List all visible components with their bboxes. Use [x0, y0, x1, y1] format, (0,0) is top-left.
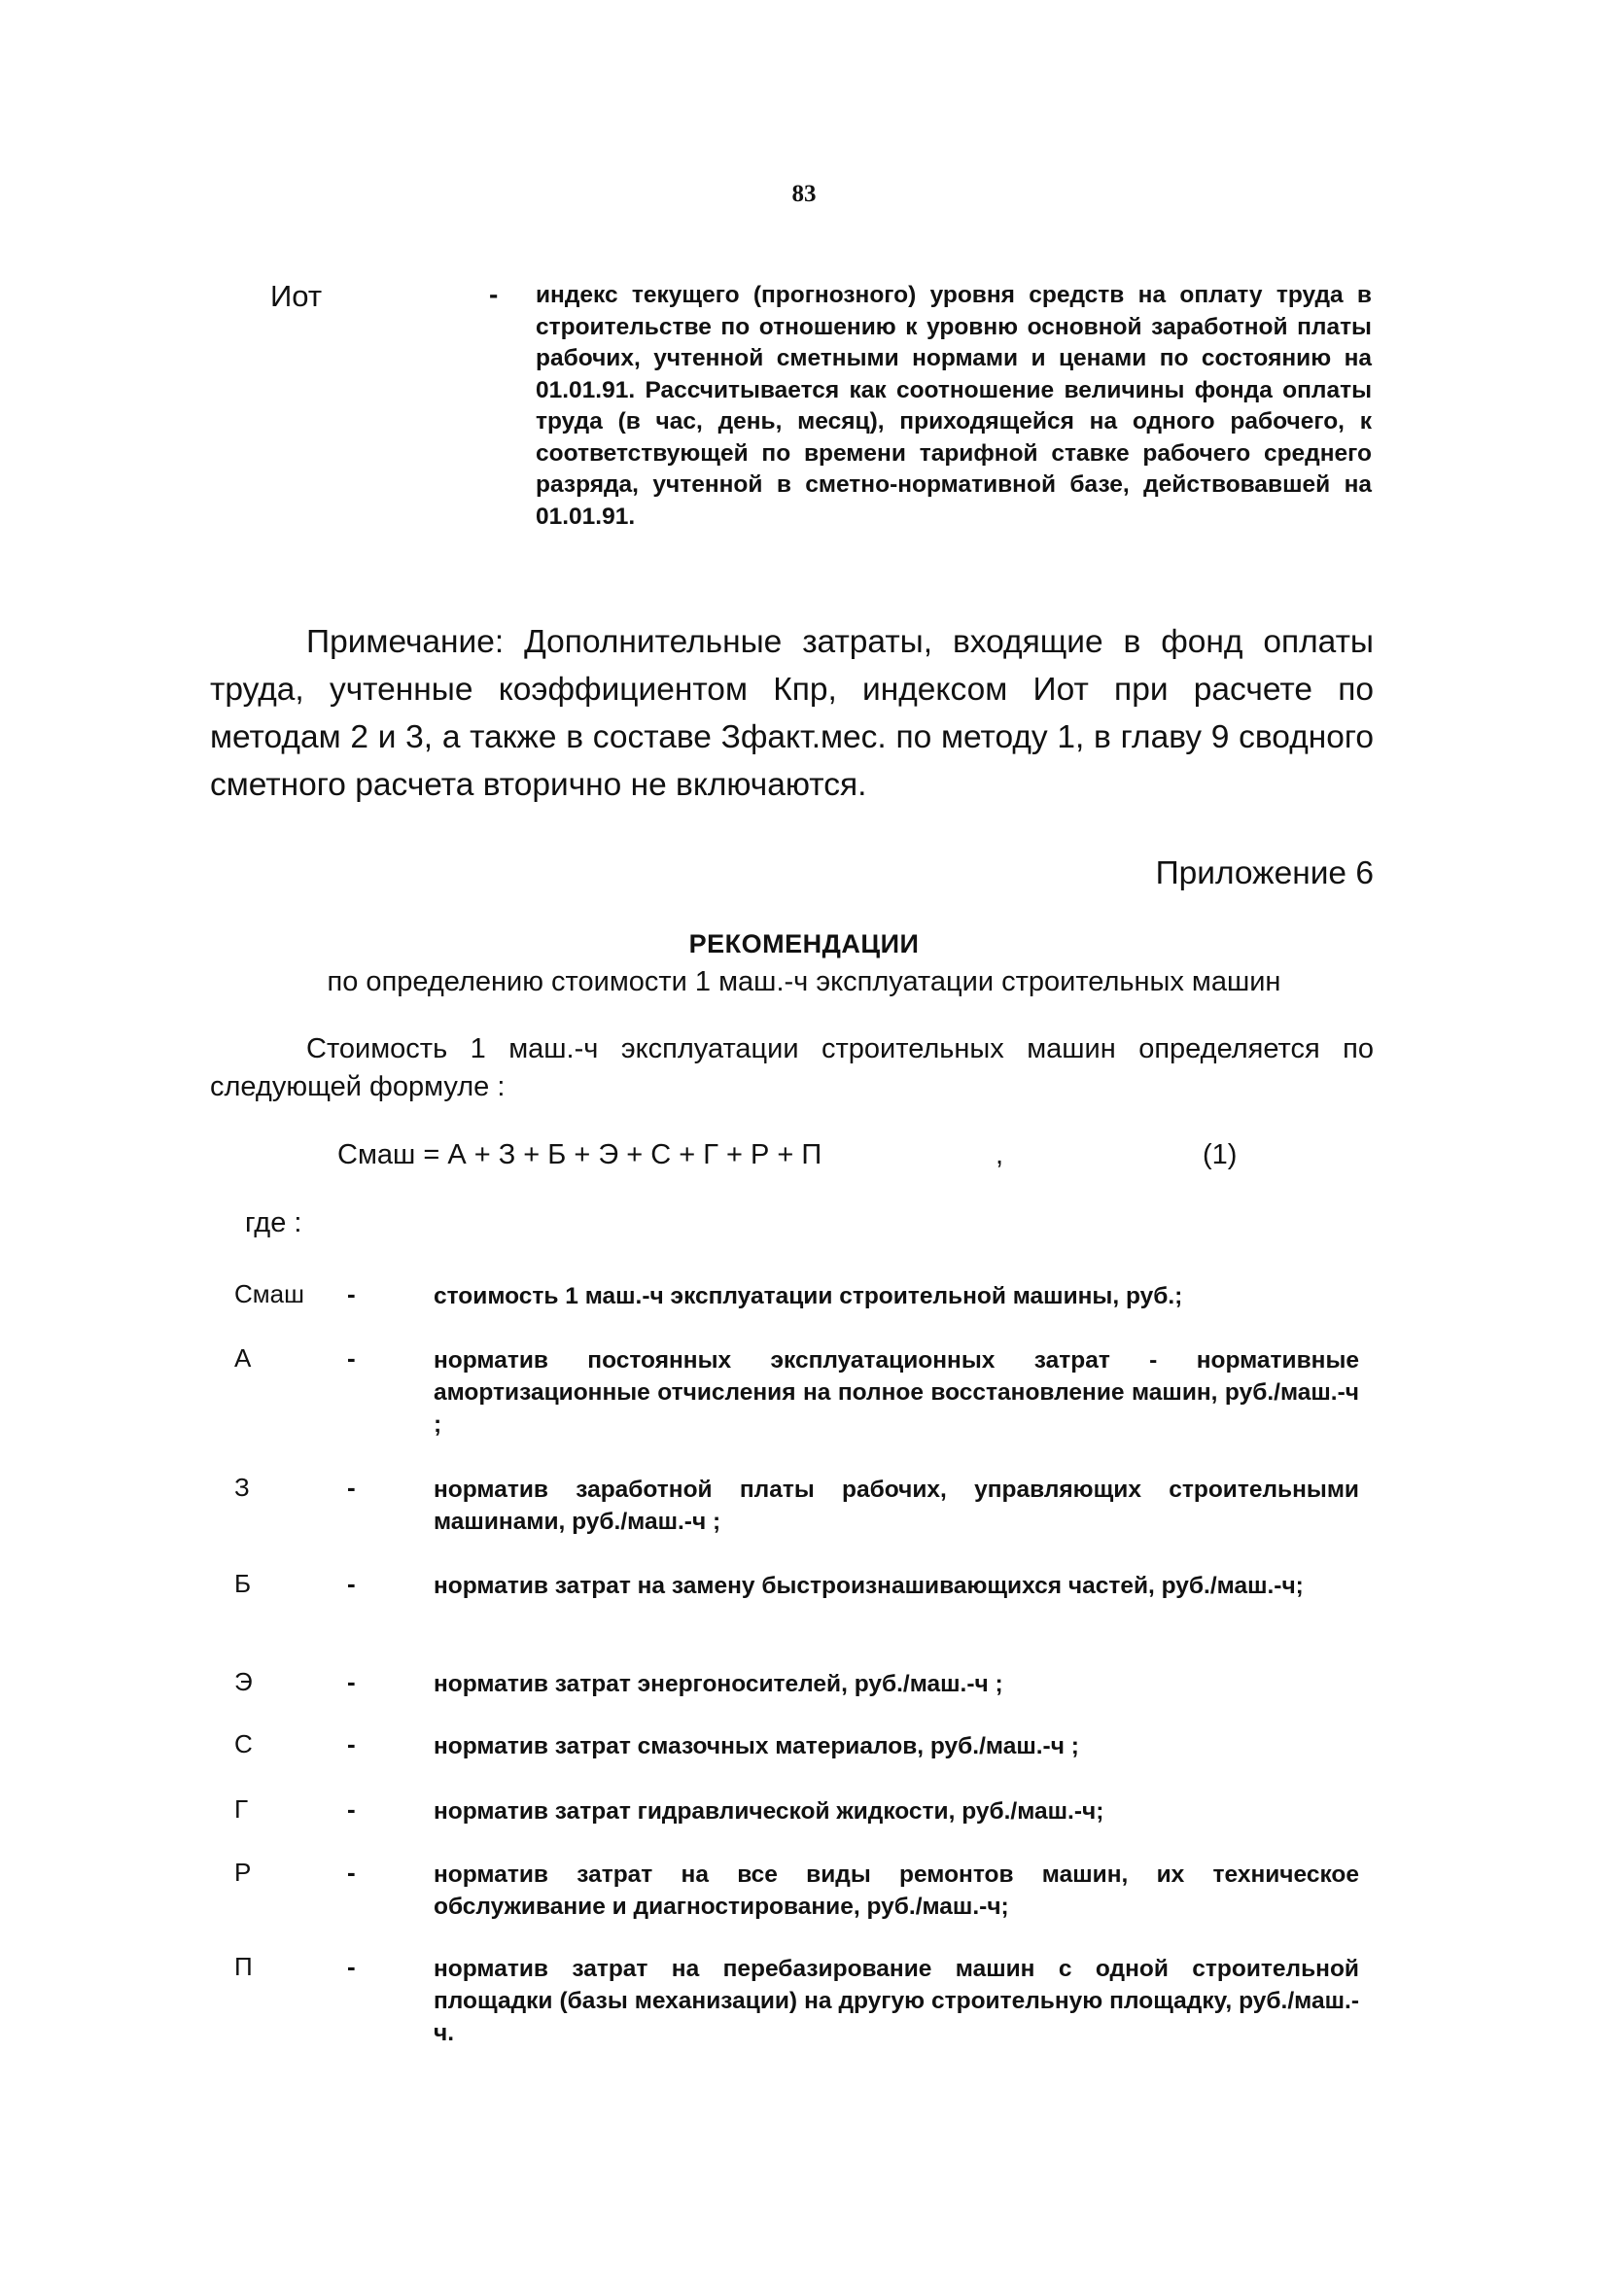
- formula: Смаш = А + З + Б + Э + С + Г + Р + П: [337, 1139, 822, 1170]
- definition-text: норматив затрат энергоносителей, руб./маш.-ч ;: [434, 1671, 1003, 1697]
- definition-text: стоимость 1 маш.-ч эксплуатации строительной машины, руб.;: [434, 1283, 1183, 1309]
- definition-text: норматив затрат на замену быстроизнашивающихся частей, руб./маш.-ч;: [434, 1573, 1304, 1599]
- definition-dash: -: [347, 1952, 356, 1981]
- definition-text: норматив заработной платы рабочих, управляющих строительными машинами, руб./маш.-ч ;: [434, 1477, 1359, 1535]
- formula-comma: ,: [996, 1139, 1004, 1170]
- definition-dash: -: [347, 1794, 356, 1824]
- recommendations-subtitle: по определению стоимости 1 маш.-ч эксплуатации строительных машин: [327, 966, 1281, 997]
- formula-number: (1): [1203, 1139, 1238, 1170]
- definition-dash: -: [347, 1858, 356, 1887]
- definition-symbol: Г: [234, 1794, 249, 1824]
- definition-dash: -: [347, 1279, 356, 1308]
- definition-dash: -: [347, 1473, 356, 1502]
- definition-symbol: Смаш: [234, 1279, 304, 1308]
- definition-text: норматив постоянных эксплуатационных затрат - нормативные амортизационные отчисления на полное восстановление машин, руб./маш.-ч ;: [434, 1347, 1359, 1438]
- definition-symbol: П: [234, 1952, 253, 1981]
- definition-dash: -: [347, 1667, 356, 1696]
- definition-dash: -: [347, 1729, 356, 1758]
- definition-symbol: А: [234, 1343, 252, 1373]
- definition-dash: -: [347, 1569, 356, 1598]
- where-label: где :: [245, 1207, 302, 1238]
- definition-symbol: Э: [234, 1667, 253, 1696]
- definition-symbol: Б: [234, 1569, 252, 1598]
- appendix-label: Приложение 6: [1155, 855, 1374, 891]
- definition-symbol: Р: [234, 1858, 252, 1887]
- definition-text: норматив затрат смазочных материалов, руб./маш.-ч ;: [434, 1733, 1079, 1759]
- definition-symbol: С: [234, 1729, 253, 1758]
- definition-text: норматив затрат на перебазирование машин с одной строительной площадки (базы механизации) на другую строительную площадку, руб./маш.-ч.: [434, 1956, 1359, 2046]
- iot-term: Иот: [270, 279, 323, 313]
- definition-text: норматив затрат гидравлической жидкости, руб./маш.-ч;: [434, 1798, 1104, 1825]
- definition-text: норматив затрат на все виды ремонтов машин, их техническое обслуживание и диагностирование, руб./маш.-ч;: [434, 1861, 1359, 1920]
- intro-paragraph: Стоимость 1 маш.-ч эксплуатации строительных машин определяется по следующей формуле :: [210, 1033, 1374, 1102]
- recommendations-title: РЕКОМЕНДАЦИИ: [688, 929, 920, 958]
- page-number: 83: [791, 181, 817, 207]
- iot-definition: индекс текущего (прогнозного) уровня средств на оплату труда в строительстве по отношению к уровню основной заработной платы рабочих, учтенной сметными нормами и ценами по состоянию на 01.01.91. Рассчитывается как соотношение величины фонда оплаты труда (в час, день, месяц), приходящейся на одного рабочего, к соответствующей по времени тарифной ставке рабочего среднего разряда, учтенной в сметно-нормативной базе, действовавшей на 01.01.91.: [536, 282, 1372, 530]
- note-paragraph: Примечание: Дополнительные затраты, входящие в фонд оплаты труда, учтенные коэффициентом Кпр, индексом Иот при расчете по методам 2 и 3, а также в составе Зфакт.мес. по методу 1, в главу 9 сводного сметного расчета вторично не включаются.: [210, 624, 1374, 803]
- definition-dash: -: [347, 1343, 356, 1373]
- iot-dash: -: [489, 279, 499, 309]
- definition-symbol: З: [234, 1473, 250, 1502]
